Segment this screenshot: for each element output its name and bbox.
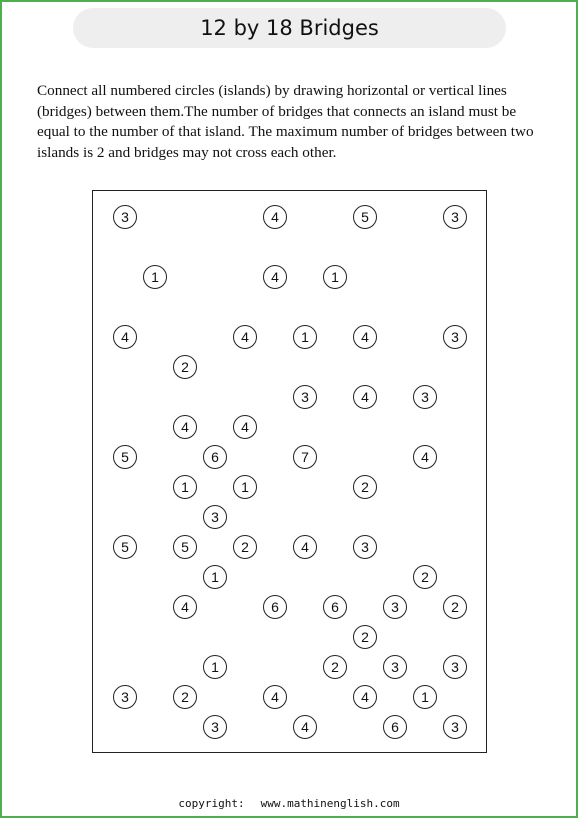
island-circle[interactable]: 4 (353, 325, 377, 349)
island-circle[interactable]: 1 (203, 565, 227, 589)
island-circle[interactable]: 4 (233, 415, 257, 439)
island-circle[interactable]: 3 (413, 385, 437, 409)
island-circle[interactable]: 3 (353, 535, 377, 559)
island-circle[interactable]: 2 (413, 565, 437, 589)
island-circle[interactable]: 1 (413, 685, 437, 709)
instructions-text: Connect all numbered circles (islands) by drawing horizontal or vertical lines (bridges) between them.The number of bridges that connects an island must be equal to the number of that island. The maximum number of bridges between two islands is 2 and bridges may not cross each other. (37, 82, 534, 161)
island-circle[interactable]: 2 (353, 475, 377, 499)
island-circle[interactable]: 2 (173, 685, 197, 709)
copyright-label: copyright: (178, 797, 245, 810)
island-circle[interactable]: 3 (443, 655, 467, 679)
island-circle[interactable]: 1 (233, 475, 257, 499)
island-circle[interactable]: 4 (293, 535, 317, 559)
island-circle[interactable]: 3 (443, 205, 467, 229)
island-circle[interactable]: 4 (413, 445, 437, 469)
island-circle[interactable]: 6 (323, 595, 347, 619)
island-circle[interactable]: 4 (233, 325, 257, 349)
copyright-footer (0, 797, 578, 810)
island-circle[interactable]: 6 (263, 595, 287, 619)
island-circle[interactable]: 1 (323, 265, 347, 289)
island-circle[interactable]: 2 (173, 355, 197, 379)
island-circle[interactable]: 3 (113, 685, 137, 709)
island-circle[interactable]: 6 (203, 445, 227, 469)
island-circle[interactable]: 2 (353, 625, 377, 649)
island-circle[interactable]: 3 (203, 505, 227, 529)
island-circle[interactable]: 7 (293, 445, 317, 469)
island-circle[interactable]: 5 (113, 445, 137, 469)
island-circle[interactable]: 3 (113, 205, 137, 229)
island-circle[interactable]: 4 (293, 715, 317, 739)
island-circle[interactable]: 3 (383, 655, 407, 679)
island-circle[interactable]: 4 (263, 205, 287, 229)
island-circle[interactable]: 5 (173, 535, 197, 559)
island-circle[interactable]: 4 (353, 385, 377, 409)
island-circle[interactable]: 3 (443, 715, 467, 739)
island-circle[interactable]: 1 (293, 325, 317, 349)
island-circle[interactable]: 2 (323, 655, 347, 679)
copyright-site[interactable]: www.mathinenglish.com (260, 797, 400, 810)
island-circle[interactable]: 4 (173, 595, 197, 619)
island-circle[interactable]: 1 (173, 475, 197, 499)
island-circle[interactable]: 1 (203, 655, 227, 679)
island-circle[interactable]: 4 (113, 325, 137, 349)
island-circle[interactable]: 2 (443, 595, 467, 619)
island-circle[interactable]: 4 (173, 415, 197, 439)
page-title: 12 by 18 Bridges (200, 16, 379, 40)
island-circle[interactable]: 4 (263, 265, 287, 289)
island-circle[interactable]: 3 (293, 385, 317, 409)
island-circle[interactable]: 6 (383, 715, 407, 739)
island-circle[interactable]: 4 (263, 685, 287, 709)
island-circle[interactable]: 5 (113, 535, 137, 559)
island-circle[interactable]: 3 (443, 325, 467, 349)
island-circle[interactable]: 4 (353, 685, 377, 709)
island-circle[interactable]: 3 (383, 595, 407, 619)
island-circle[interactable]: 3 (203, 715, 227, 739)
island-circle[interactable]: 1 (143, 265, 167, 289)
island-circle[interactable]: 5 (353, 205, 377, 229)
island-circle[interactable]: 2 (233, 535, 257, 559)
